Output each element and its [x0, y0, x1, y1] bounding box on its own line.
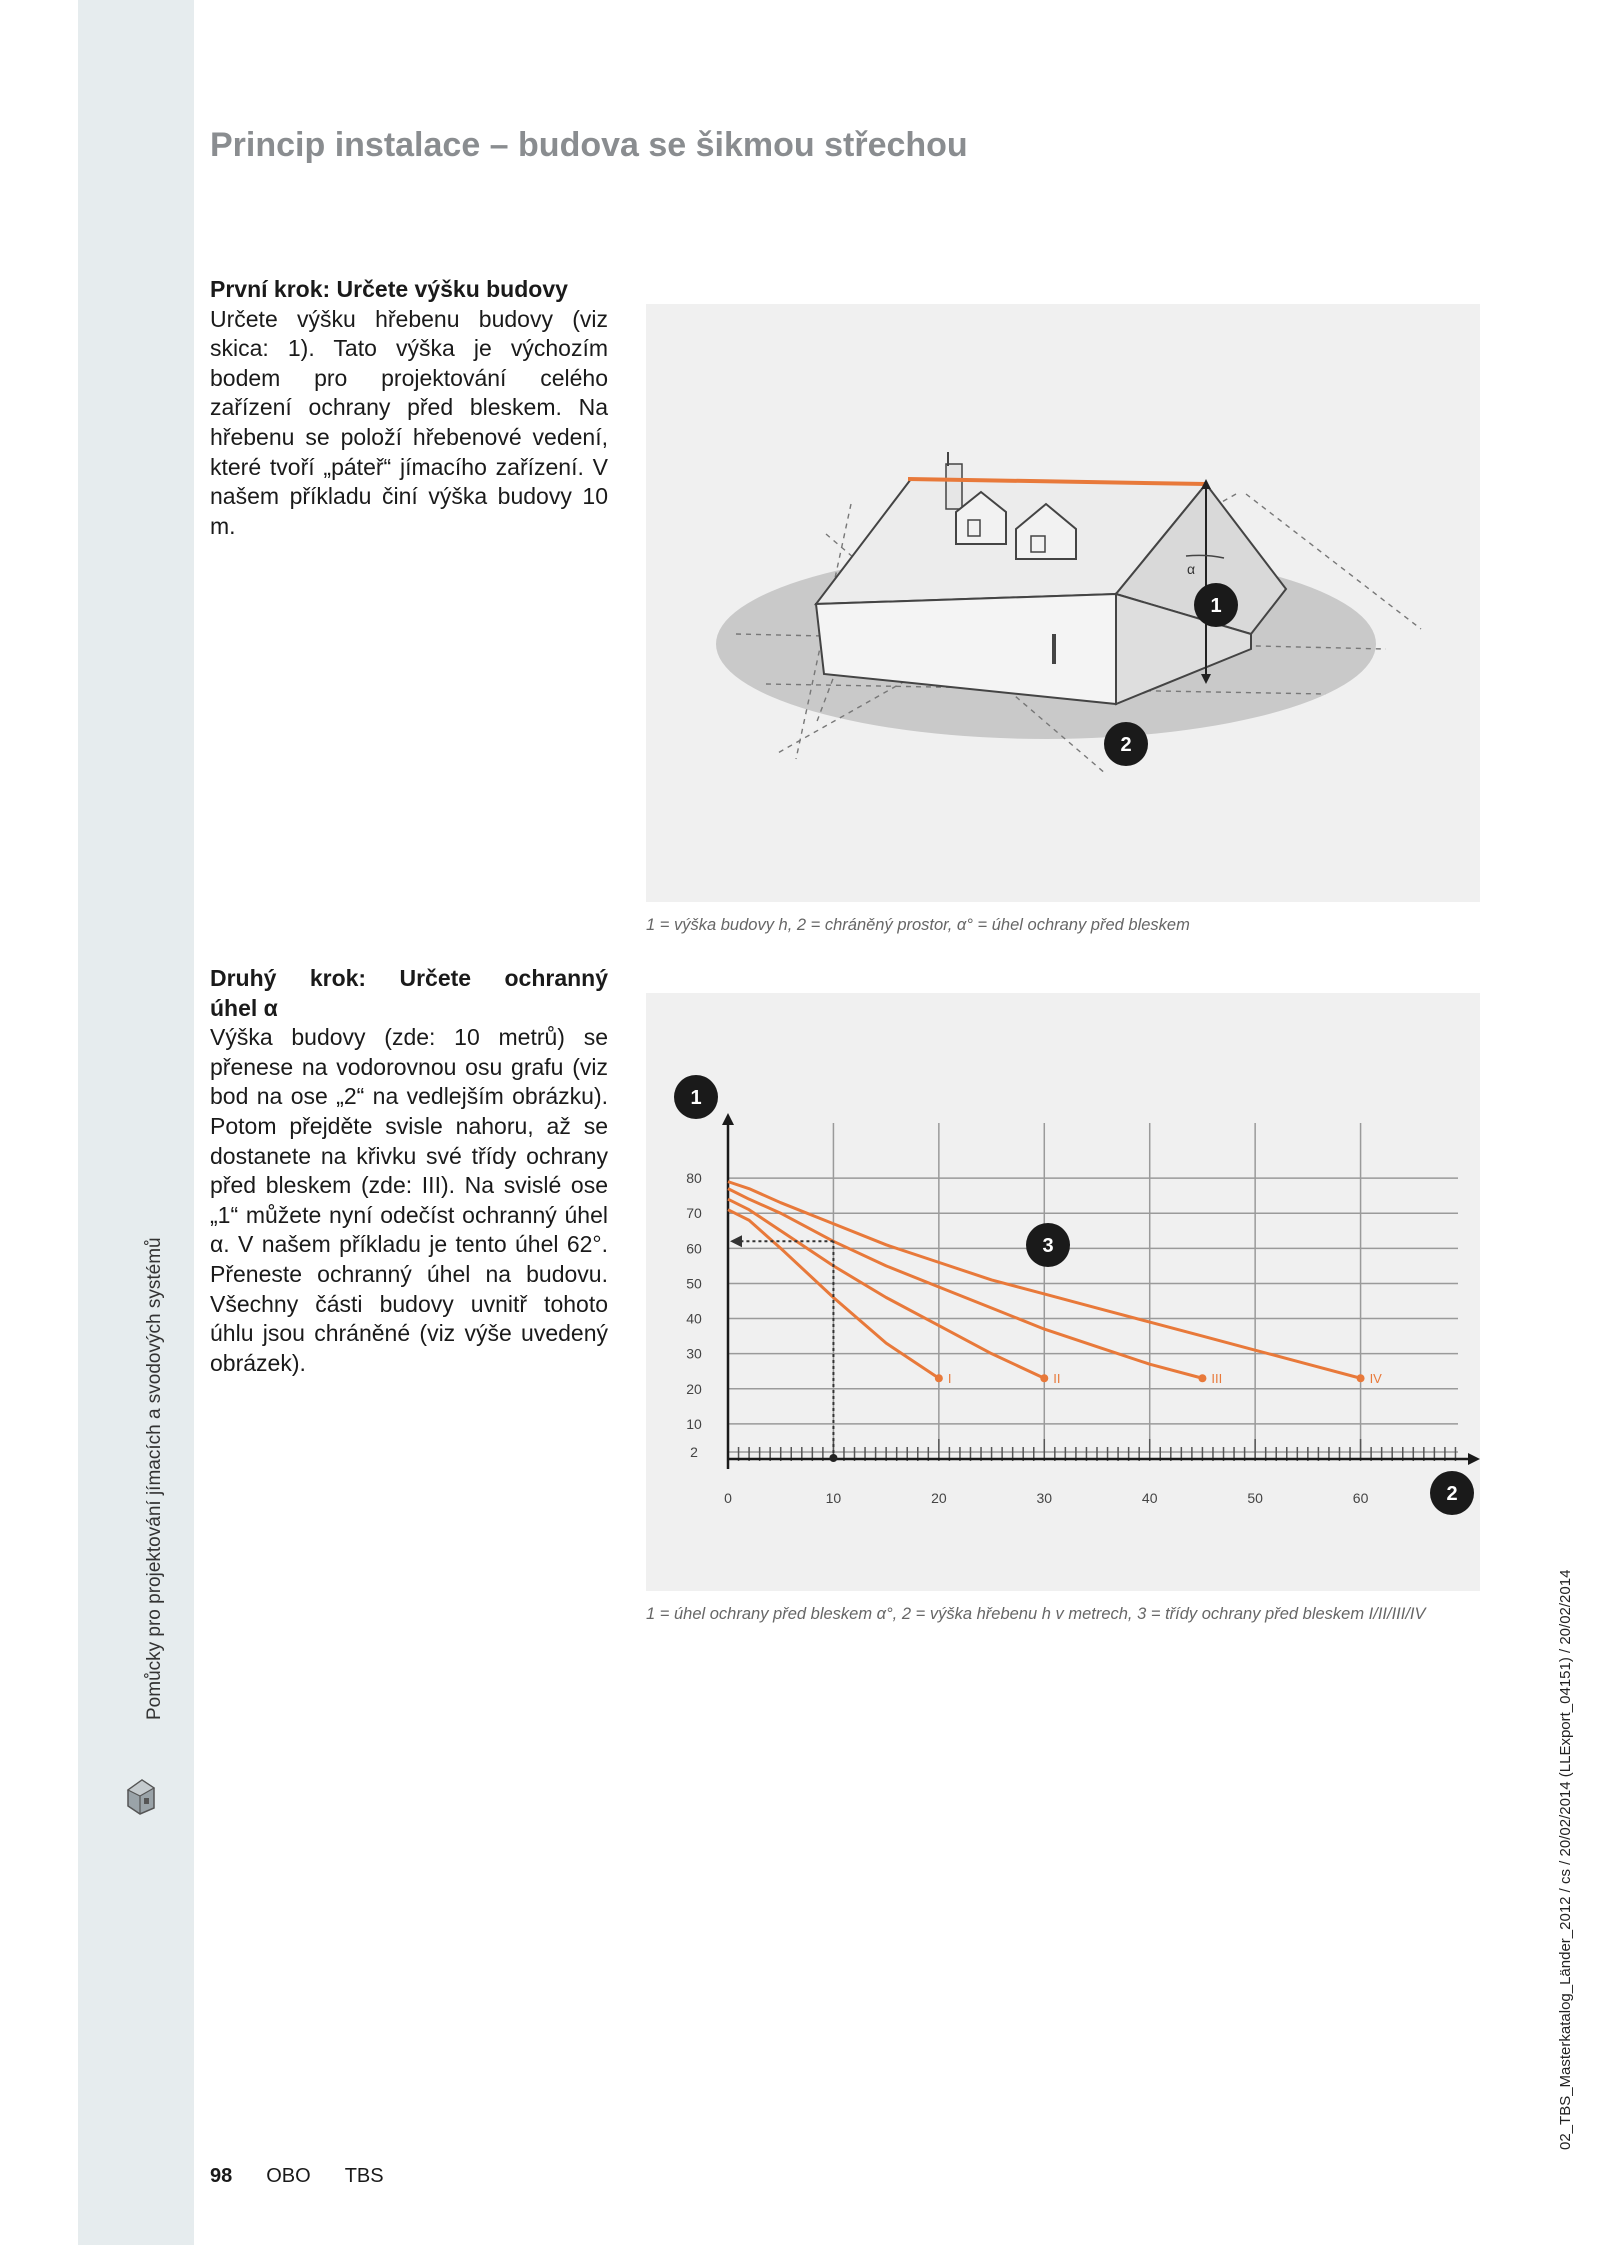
figure1-badge-1: 1	[1210, 595, 1222, 617]
footer-brand: OBO	[266, 2165, 311, 2187]
x-tick-label: 60	[1352, 1490, 1369, 1506]
step2-section	[210, 964, 608, 1378]
figure1-badge-2: 2	[1120, 734, 1132, 756]
series-label: IV	[1369, 1371, 1382, 1387]
series-line	[728, 1199, 1044, 1378]
figure2-caption: 1 = úhel ochrany před bleskem α°, 2 = výška hřebenu h v metrech, 3 = třídy ochrany před bleskem I/II/III/IV	[646, 1605, 1426, 1623]
footer	[210, 2165, 418, 2188]
step1-heading: První krok: Určete výšku budovy	[210, 276, 568, 302]
x-tick-label: 20	[931, 1490, 947, 1506]
page-number: 98	[210, 2165, 233, 2187]
series-endpoint	[935, 1374, 943, 1382]
house-figure	[646, 304, 1480, 902]
footer-section: TBS	[344, 2165, 384, 2187]
document-code: 02_TBS_Masterkatalog_Länder_2012 / cs / 20/02/2014 (LLExport_04151) / 20/02/2014	[1557, 1569, 1574, 2150]
step2-heading-line2: úhel α	[210, 994, 278, 1021]
reading-arrow	[730, 1235, 742, 1247]
y-tick-label: 20	[686, 1380, 702, 1397]
series-label: III	[1211, 1371, 1223, 1387]
series-label: I	[947, 1371, 952, 1387]
series-label: II	[1053, 1371, 1061, 1387]
x-tick-label: 10	[825, 1490, 842, 1506]
step1-section	[210, 275, 608, 541]
x-axis-arrow	[1468, 1453, 1480, 1465]
sidebar-section-title: Pomůcky pro projektování jímacích a svodových systémů	[144, 1237, 165, 1720]
series-endpoint	[1040, 1374, 1048, 1382]
series-endpoint	[1357, 1374, 1365, 1382]
reading-point	[829, 1454, 837, 1462]
step1-body: Určete výšku hřebenu budovy (viz skica: 1). Tato výška je výchozím bodem pro projektování celého zařízení ochrany před bleskem. Na hřebenu se položí hřebenové vedení, které tvoří „páteř“ jímacího zařízení. V našem příkladu činí výška budovy 10 m.	[210, 305, 608, 539]
y-tick-label: 2	[690, 1443, 698, 1460]
y-tick-label: 70	[686, 1205, 702, 1222]
series-endpoint	[1198, 1374, 1206, 1382]
x-tick-label: 40	[1141, 1490, 1158, 1506]
x-axis-badge: 2	[1446, 1483, 1458, 1505]
curves-badge: 3	[1042, 1235, 1054, 1257]
y-tick-label: 30	[686, 1345, 702, 1362]
house-diagram	[646, 304, 1480, 902]
y-tick-label: 50	[686, 1275, 702, 1292]
y-tick-label: 10	[686, 1415, 702, 1432]
chart-labels	[674, 1075, 1474, 1515]
building-logo-icon	[124, 1776, 158, 1816]
y-tick-label: 40	[686, 1310, 702, 1327]
sidebar-band	[78, 0, 194, 2245]
step2-heading-line1: Druhý krok: Určete ochranný	[210, 965, 608, 991]
chart-grid	[728, 1123, 1458, 1459]
chart-axes	[722, 1113, 1480, 1469]
x-tick-label: 0	[724, 1490, 732, 1506]
chart-svg	[646, 993, 1480, 1591]
y-axis-badge: 1	[690, 1087, 702, 1109]
page-title: Princip instalace – budova se šikmou střechou	[210, 126, 968, 164]
step2-body: Výška budovy (zde: 10 metrů) se přenese na vodorovnou osu grafu (viz bod na ose „2“ na vedlejším obrázku). Potom přejděte svisle nahoru, až se dostanete na křivku své třídy ochrany před bleskem (zde: III). Na svislé ose „1“ můžete nyní odečíst ochranný úhel α. V našem příkladu je tento úhel 62°. Přeneste ochranný úhel na budovu. Všechny části budovy uvnitř tohoto úhlu jsou chráněné (viz výše uvedený obrázek).	[210, 1024, 608, 1376]
y-axis-arrow	[722, 1113, 734, 1125]
angle-label: α	[1187, 561, 1196, 577]
y-tick-label: 60	[686, 1240, 702, 1257]
y-tick-label: 80	[686, 1170, 702, 1187]
x-tick-label: 50	[1247, 1490, 1263, 1506]
x-tick-label: 30	[1036, 1490, 1053, 1506]
protection-angle-chart	[646, 993, 1480, 1591]
figure1-caption: 1 = výška budovy h, 2 = chráněný prostor, α° = úhel ochrany před bleskem	[646, 916, 1190, 934]
